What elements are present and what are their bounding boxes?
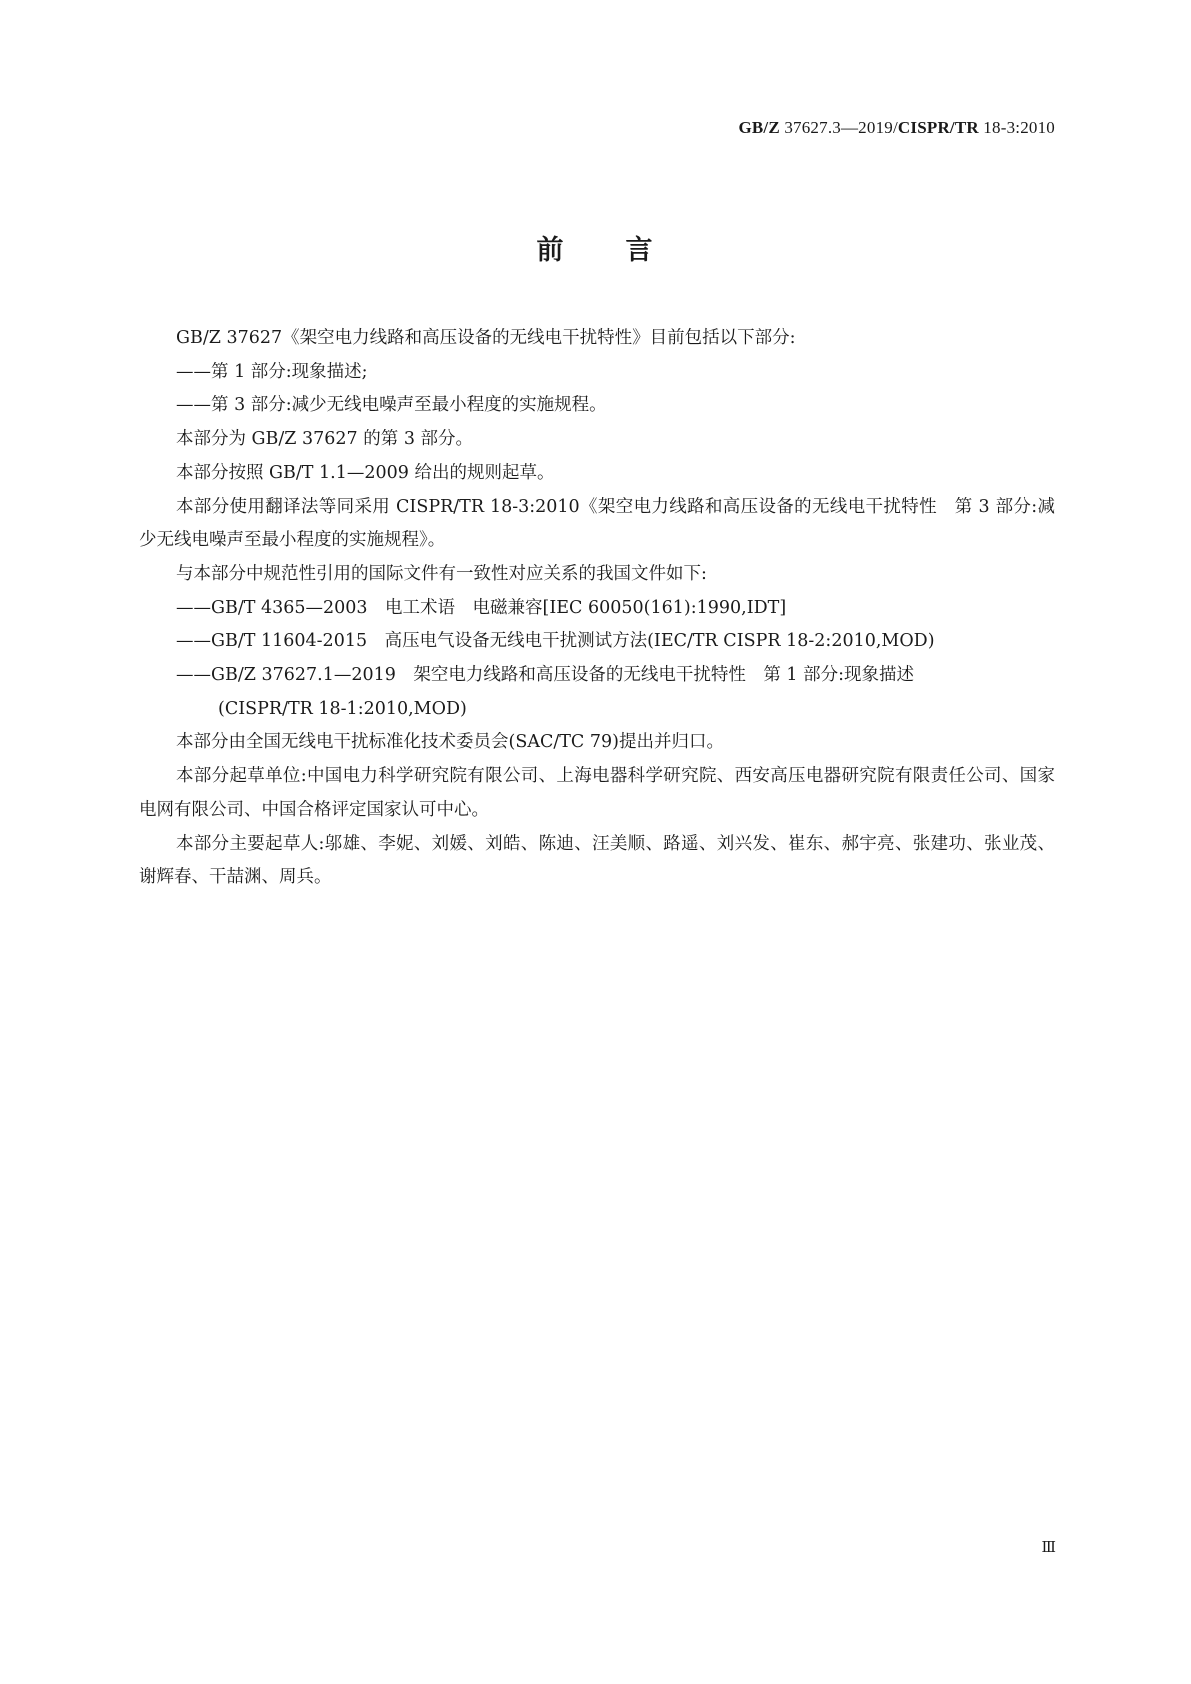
- paragraph-part-statement: 本部分为 GB/Z 37627 的第 3 部分。: [176, 429, 474, 450]
- paragraph-proposer: 本部分由全国无线电干扰标准化技术委员会(SAC/TC 79)提出并归口。: [176, 732, 724, 753]
- standard-code-header: [738, 118, 1055, 138]
- page-title: [0, 228, 1191, 267]
- title-char-2: 言: [625, 235, 655, 266]
- list-item-gbz-37627-1: ——GB/Z 37627.1—2019 架空电力线路和高压设备的无线电干扰特性 第 1 部分:现象描述: [176, 665, 915, 686]
- list-item-part-1: ——第 1 部分:现象描述;: [176, 361, 368, 382]
- paragraph-main-drafters: 本部分主要起草人:邬雄、李妮、刘媛、刘皓、陈迪、汪美顺、路遥、刘兴发、崔东、郝宇亮、张建功、张业茂、谢辉春、干喆渊、周兵。: [139, 833, 1055, 888]
- paragraph-drafting-units: 本部分起草单位:中国电力科学研究院有限公司、上海电器科学研究院、西安高压电器研究院有限责任公司、国家电网有限公司、中国合格评定国家认可中心。: [139, 766, 1055, 820]
- standard-code-number: 37627.3—2019/: [779, 118, 898, 137]
- paragraph-drafting-rules: 本部分按照 GB/T 1.1—2009 给出的规则起草。: [176, 462, 555, 483]
- standard-code-suffix: 18-3:2010: [978, 118, 1055, 137]
- list-item-gbt-4365: ——GB/T 4365—2003 电工术语 电磁兼容[IEC 60050(161):1990,IDT]: [176, 597, 787, 618]
- list-item-gbt-11604: ——GB/T 11604-2015 高压电气设备无线电干扰测试方法(IEC/TR CISPR 18-2:2010,MOD): [176, 631, 935, 652]
- page-number: Ⅲ: [1041, 1540, 1056, 1556]
- list-item-part-3: ——第 3 部分:减少无线电噪声至最小程度的实施规程。: [176, 395, 607, 416]
- standard-code-prefix: GB/Z: [738, 118, 780, 137]
- paragraph-correspondence-intro: 与本部分中规范性引用的国际文件有一致性对应关系的我国文件如下:: [176, 563, 707, 584]
- foreword-body: [139, 322, 1055, 895]
- standard-code-cispr: CISPR/TR: [897, 118, 979, 137]
- list-item-gbz-37627-1-continuation: (CISPR/TR 18-1:2010,MOD): [218, 698, 467, 719]
- title-char-1: 前: [536, 235, 566, 266]
- paragraph-parts-intro: GB/Z 37627《架空电力线路和高压设备的无线电干扰特性》目前包括以下部分:: [176, 328, 796, 348]
- paragraph-translation-method: 本部分使用翻译法等同采用 CISPR/TR 18-3:2010《架空电力线路和高压设备的无线电干扰特性 第 3 部分:减少无线电噪声至最小程度的实施规程》。: [139, 496, 1055, 551]
